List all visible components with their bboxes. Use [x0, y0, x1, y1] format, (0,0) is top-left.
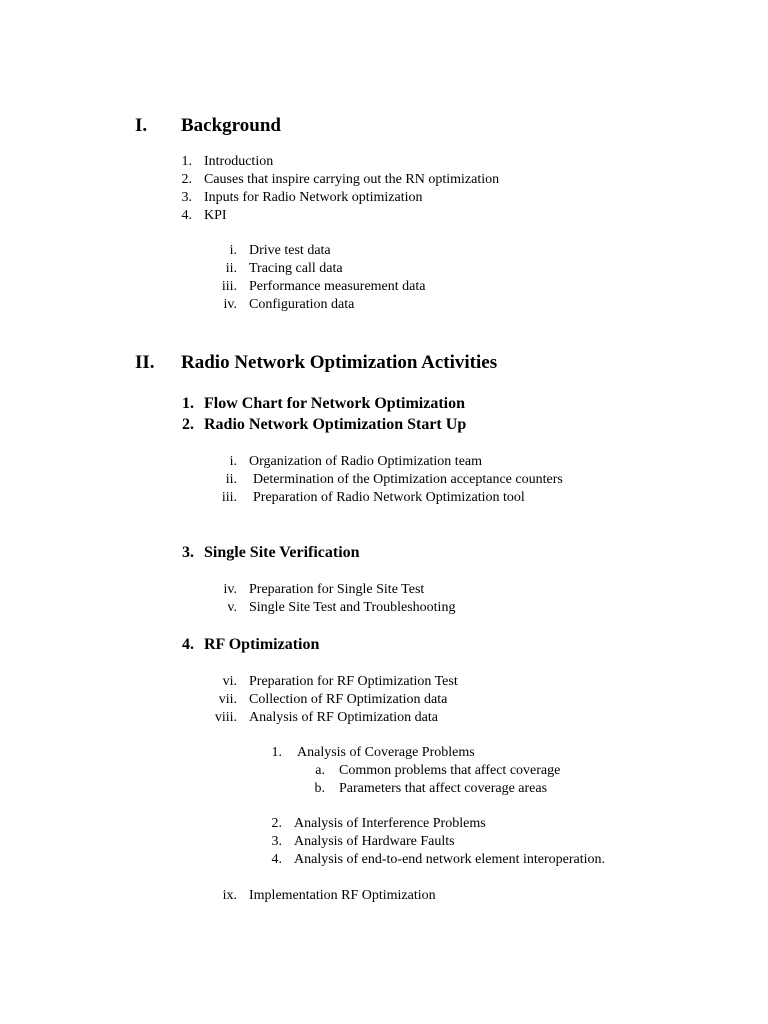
list-marker: iii.	[221, 279, 237, 294]
list-item: Analysis of end-to-end network element interoperation.	[294, 852, 606, 867]
list-item: Collection of RF Optimization data	[249, 692, 448, 707]
list-item: Inputs for Radio Network optimization	[204, 190, 423, 205]
list-item: Performance measurement data	[249, 279, 426, 294]
list-marker: 2.	[181, 172, 192, 187]
list-marker: iii.	[221, 490, 237, 505]
list-marker: vii.	[218, 692, 237, 707]
list-item: Configuration data	[249, 297, 355, 312]
list-item: Parameters that affect coverage areas	[339, 781, 548, 796]
list-item: Analysis of Coverage Problems	[297, 745, 475, 760]
subsection-title: Radio Network Optimization Start Up	[204, 416, 467, 433]
list-marker: 3.	[181, 190, 192, 205]
list-item: Preparation for RF Optimization Test	[249, 674, 458, 689]
subsection-marker: 3.	[182, 544, 194, 561]
section-numeral: I.	[135, 115, 148, 136]
list-marker: iv.	[223, 297, 237, 312]
section-title: Radio Network Optimization Activities	[181, 352, 498, 373]
section-numeral: II.	[135, 352, 155, 373]
list-marker: 4.	[181, 208, 192, 223]
list-item: Tracing call data	[249, 261, 343, 276]
list-marker: a.	[315, 763, 325, 778]
list-item: Determination of the Optimization acceptance counters	[253, 472, 563, 487]
subsection-marker: 2.	[182, 416, 194, 433]
list-item: Common problems that affect coverage	[339, 763, 561, 778]
list-marker: i.	[229, 243, 237, 258]
subsection-marker: 4.	[182, 636, 194, 653]
list-item: Analysis of Interference Problems	[294, 816, 486, 831]
list-marker: 2.	[271, 816, 282, 831]
list-item: Analysis of RF Optimization data	[249, 710, 438, 725]
subsection-title: Flow Chart for Network Optimization	[204, 395, 465, 412]
list-item: Organization of Radio Optimization team	[249, 454, 483, 469]
list-item: Analysis of Hardware Faults	[294, 834, 455, 849]
list-marker: iv.	[223, 582, 237, 597]
subsection-title: Single Site Verification	[204, 544, 360, 561]
subsection-title: RF Optimization	[204, 636, 320, 653]
list-marker: i.	[229, 454, 237, 469]
list-marker: 3.	[271, 834, 282, 849]
list-item: KPI	[204, 208, 227, 223]
section-title: Background	[181, 115, 281, 136]
list-marker: v.	[227, 600, 237, 615]
list-item: Drive test data	[249, 243, 331, 258]
list-item: Single Site Test and Troubleshooting	[249, 600, 456, 615]
list-marker: vi.	[222, 674, 237, 689]
list-marker: viii.	[214, 710, 237, 725]
list-marker: ii.	[225, 261, 237, 276]
list-marker: ii.	[225, 472, 237, 487]
list-marker: b.	[314, 781, 325, 796]
list-marker: ix.	[222, 888, 237, 903]
list-marker: 4.	[271, 852, 282, 867]
subsection-marker: 1.	[182, 395, 194, 412]
list-item: Implementation RF Optimization	[249, 888, 436, 903]
list-item: Causes that inspire carrying out the RN optimization	[204, 172, 500, 187]
list-marker: 1.	[271, 745, 282, 760]
list-marker: 1.	[181, 154, 192, 169]
list-item: Preparation of Radio Network Optimization tool	[253, 490, 525, 505]
list-item: Introduction	[204, 154, 274, 169]
list-item: Preparation for Single Site Test	[249, 582, 425, 597]
